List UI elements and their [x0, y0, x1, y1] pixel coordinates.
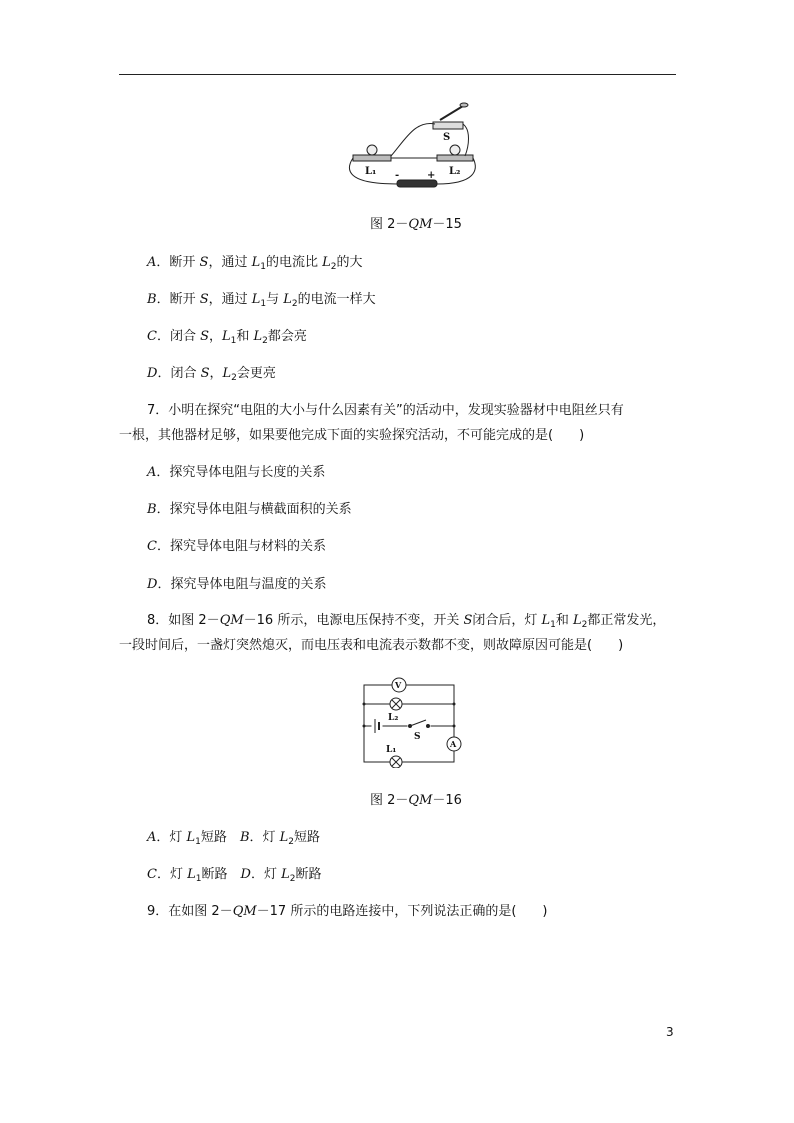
q8-options-ab: A．灯 $L_1$短路 B．灯 $L_2$短路 [147, 830, 321, 847]
fig15-label-minus: - [395, 170, 400, 181]
caption-prefix: 图 2－ [370, 217, 409, 232]
lamp-l1 [390, 756, 402, 768]
fig15-label-l2: L₂ [449, 166, 461, 177]
figure-15-circuit [345, 100, 485, 192]
battery [397, 180, 437, 187]
q7-option-b: B．探究导体电阻与横截面积的关系 [147, 502, 352, 517]
q6-option-b: B．断开 S，通过 $L_1$与 $L_2$的电流一样大 [147, 292, 376, 309]
q9-line: 9．在如图 2－QM－17 所示的电路连接中，下列说法正确的是( ) [147, 904, 548, 919]
fig15-label-s: S [443, 132, 451, 143]
caption-italic: QM [408, 217, 433, 232]
caption-suffix: －15 [432, 217, 462, 232]
fig15-label-l1: L₁ [365, 166, 377, 177]
fig16-label-l2: L₂ [388, 713, 399, 723]
fig16-label-v: V [395, 680, 402, 690]
lamp-l2 [390, 698, 402, 710]
fig16-label-l1: L₁ [386, 745, 397, 755]
q7-line-1: 7．小明在探究“电阻的大小与什么因素有关”的活动中，发现实验器材中电阻丝只有 [147, 403, 624, 418]
fig16-label-a: A [450, 739, 457, 749]
q7-option-c: C．探究导体电阻与材料的关系 [147, 539, 326, 554]
q6-option-c: C．闭合 S，$L_1$和 $L_2$都会亮 [147, 329, 307, 346]
header-rule [119, 74, 676, 75]
page-number: 3 [666, 1025, 674, 1039]
q6-option-d: D．闭合 S，$L_2$会更亮 [147, 366, 276, 383]
q7-option-a: A．探究导体电阻与长度的关系 [147, 465, 326, 480]
q7-line-2: 一根，其他器材足够，如果要他完成下面的实验探究活动，不可能完成的是( ) [119, 428, 585, 443]
switch-s [433, 103, 468, 129]
q8-line-1: 8．如图 2－QM－16 所示，电源电压保持不变，开关 S闭合后，灯 $L_1$和 $L_2$都正常发光， [147, 613, 666, 630]
figure-16-caption: 图 2－QM－16 [370, 793, 462, 808]
q6-option-a: A．断开 S，通过 $L_1$的电流比 $L_2$的大 [147, 255, 363, 272]
lamp-l1-holder [353, 145, 391, 161]
q8-options-cd: C．灯 $L_1$断路 D．灯 $L_2$断路 [147, 867, 322, 884]
figure-15-caption [370, 216, 462, 234]
figure-16-circuit [358, 676, 464, 768]
q7-option-d: D．探究导体电阻与温度的关系 [147, 577, 327, 592]
q8-line-2: 一段时间后，一盏灯突然熄灭，而电压表和电流表示数都不变，则故障原因可能是( ) [119, 638, 624, 653]
fig16-label-s: S [414, 732, 421, 742]
fig15-label-plus: + [427, 170, 436, 181]
